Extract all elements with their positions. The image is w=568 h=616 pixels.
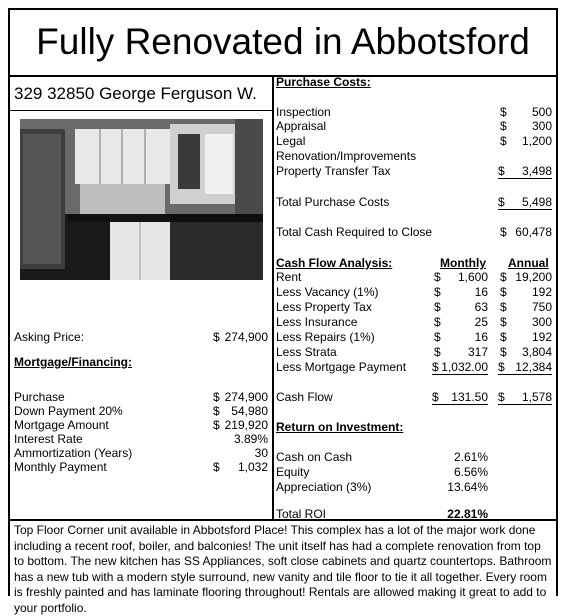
purchase-cost-value: 1,200: [521, 134, 552, 148]
cash-flow-row-currency: $: [500, 315, 507, 329]
cash-flow-heading: Cash Flow Analysis:: [276, 256, 393, 270]
purchase-cost-value: 3,498: [521, 164, 552, 178]
mortgage-row-label: Mortgage Amount: [14, 418, 109, 432]
total-purchase-costs-currency: $: [498, 195, 505, 209]
mortgage-row-label: Down Payment 20%: [14, 404, 123, 418]
roi-row-label: Appreciation (3%): [276, 480, 372, 494]
cash-flow-row-label: Less Insurance: [276, 315, 358, 329]
cash-flow-row-currency: $: [500, 330, 507, 344]
purchase-cost-value-wrap: [498, 164, 552, 179]
monthly-column-header: Monthly: [440, 256, 486, 270]
purchase-cost-label: Inspection: [276, 105, 331, 119]
cash-flow-row-annual: 3,804: [521, 345, 552, 359]
cash-flow-row-monthly: 25: [474, 315, 488, 329]
purchase-cost-currency: $: [500, 105, 507, 119]
mortgage-row-currency: $: [213, 418, 220, 432]
purchase-cost-label: Renovation/Improvements: [276, 149, 417, 163]
cash-flow-row-currency: $: [434, 300, 441, 314]
purchase-cost-currency: $: [498, 164, 505, 178]
cash-flow-row-currency: $: [434, 285, 441, 299]
total-cash-label: Total Cash Required to Close: [276, 225, 433, 239]
mortgage-row-label: Purchase: [14, 390, 65, 404]
cash-flow-row-monthly-wrap: $ 1,032.00: [432, 360, 488, 374]
listing-sheet: [8, 8, 558, 615]
roi-row-label: Cash on Cash: [276, 450, 353, 464]
property-address: 329 32850 George Ferguson W.: [10, 75, 272, 111]
cash-flow-row-label: Less Repairs (1%): [276, 330, 375, 344]
cash-flow-row-monthly: 1,032.00: [441, 360, 488, 374]
cash-flow-row-annual: 192: [531, 285, 552, 299]
mortgage-row-label: Ammortization (Years): [14, 446, 133, 460]
cash-flow-row-currency: $: [500, 285, 507, 299]
cash-flow-row-annual: 750: [531, 300, 552, 314]
total-cash-currency: $: [500, 225, 507, 239]
annual-column-header: Annual: [508, 256, 549, 270]
mortgage-row-currency: $: [213, 390, 220, 404]
mortgage-row-currency: $: [213, 460, 220, 474]
cash-flow-row-monthly: 317: [467, 345, 488, 359]
asking-price-value: 274,900: [224, 330, 268, 344]
mortgage-row-value: 219,920: [224, 418, 268, 432]
cash-flow-row-currency: $: [434, 345, 441, 359]
roi-row-label: Equity: [276, 465, 310, 479]
mortgage-row-value: 1,032: [237, 460, 268, 474]
total-purchase-costs-label: Total Purchase Costs: [276, 195, 390, 209]
cash-flow-row-monthly: 16: [474, 330, 488, 344]
purchase-cost-label: Legal: [276, 134, 306, 148]
kitchen-photo: [20, 119, 263, 280]
cash-flow-row-label: Less Strata: [276, 345, 337, 359]
cash-flow-monthly-value: 131.50: [451, 390, 488, 404]
mortgage-row-value: 30: [254, 446, 268, 460]
cash-flow-row-monthly: 1,600: [457, 270, 488, 284]
purchase-cost-value: 300: [531, 119, 552, 133]
total-purchase-costs-value: 5,498: [521, 195, 552, 209]
purchase-costs-heading: Purchase Costs:: [276, 75, 371, 89]
purchase-cost-label: Appraisal: [276, 119, 327, 133]
cash-flow-annual-wrap: $ 1,578: [498, 390, 552, 404]
mortgage-heading: Mortgage/Financing:: [14, 355, 132, 369]
purchase-cost-currency: $: [500, 119, 507, 133]
asking-price-currency: $: [213, 330, 220, 344]
total-cash-value: 60,478: [515, 225, 552, 239]
mortgage-row-label: Interest Rate: [14, 432, 83, 446]
cash-flow-row-monthly: 16: [474, 285, 488, 299]
cash-flow-row-label: Less Vacancy (1%): [276, 285, 379, 299]
cash-flow-row-label: Less Property Tax: [276, 300, 372, 314]
listing-description: Top Floor Corner unit available in Abbotsford Place! This complex has a lot of the major work done including a recent roof, boiler, and balconies! The unit itself has had a complete renovation from top to bottom. The new kitchen has SS Appliances, soft close cabinets and quartz countertops. Bathroom has a new tub with a modern style surround, new vanity and tile floor to tie it all together. Every room is freshly painted and has laminate flooring throughout! Rentals are allowed making it great to add to your portfolio.: [14, 523, 552, 615]
cash-flow-row-currency: $: [434, 270, 441, 284]
cash-flow-monthly-wrap: $ 131.50: [432, 390, 488, 404]
roi-heading: Return on Investment:: [276, 420, 404, 434]
cash-flow-row-annual: 300: [531, 315, 552, 329]
asking-price-label: Asking Price:: [14, 330, 85, 344]
cash-flow-row-currency: $: [500, 300, 507, 314]
mortgage-row-value: 3.89%: [233, 432, 268, 446]
cash-flow-row-label: Rent: [276, 270, 302, 284]
roi-row-value: 13.64%: [447, 480, 488, 494]
cash-flow-row-monthly: 63: [474, 300, 488, 314]
mortgage-row-value: 54,980: [231, 404, 268, 418]
total-roi-label: Total ROI: [276, 507, 327, 521]
cash-flow-annual-value: 1,578: [521, 390, 552, 404]
cash-flow-row-currency: $: [434, 330, 441, 344]
cash-flow-row-label: Less Mortgage Payment: [276, 360, 407, 374]
mortgage-row-label: Monthly Payment: [14, 460, 107, 474]
cash-flow-result-label: Cash Flow: [276, 390, 333, 404]
total-purchase-costs-value-wrap: [498, 195, 552, 210]
cash-flow-row-annual: 12,384: [515, 360, 552, 374]
cash-flow-row-annual: 192: [531, 330, 552, 344]
cash-flow-row-currency: $: [434, 315, 441, 329]
cash-flow-row-currency: $: [500, 270, 507, 284]
cash-flow-row-currency: $: [500, 345, 507, 359]
mortgage-row-currency: $: [213, 404, 220, 418]
cash-flow-row-annual: 19,200: [515, 270, 552, 284]
mortgage-row-value: 274,900: [224, 390, 268, 404]
column-divider: [272, 75, 274, 521]
roi-row-value: 2.61%: [453, 450, 488, 464]
page-title: Fully Renovated in Abbotsford: [10, 10, 556, 77]
cash-flow-row-annual-wrap: $ 12,384: [498, 360, 552, 374]
purchase-cost-value: 500: [531, 105, 552, 119]
purchase-cost-label: Property Transfer Tax: [276, 164, 391, 178]
purchase-cost-currency: $: [500, 134, 507, 148]
total-roi-value: 22.81%: [447, 507, 488, 521]
roi-row-value: 6.56%: [453, 465, 488, 479]
